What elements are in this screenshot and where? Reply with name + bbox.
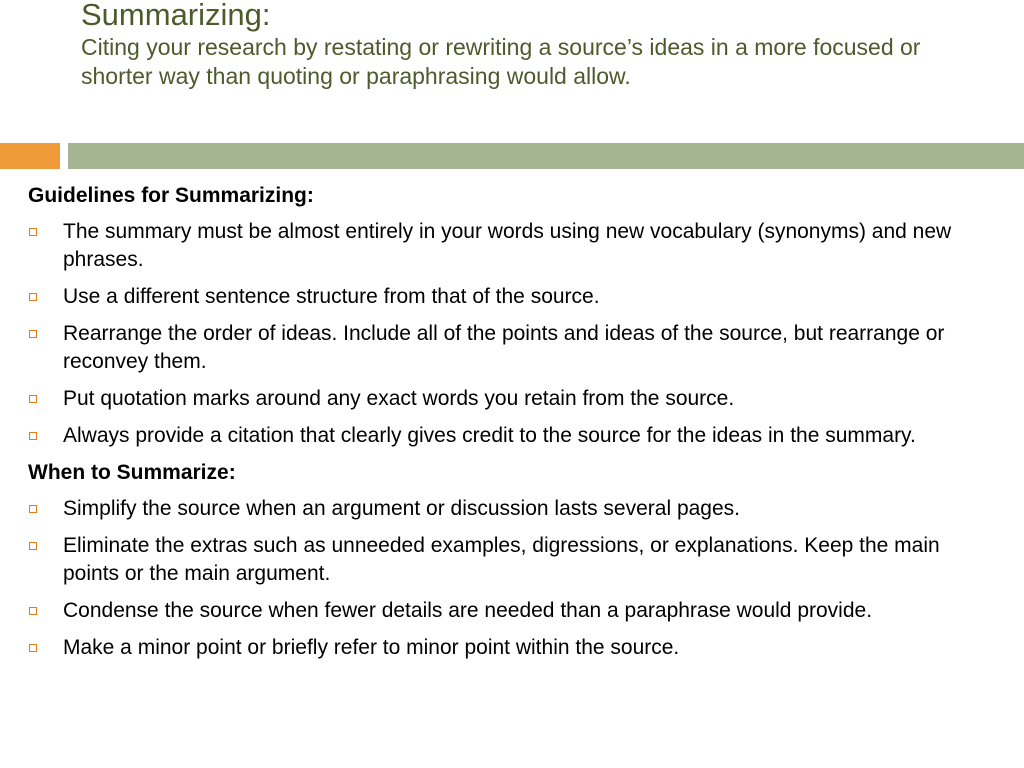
list-item-text: Eliminate the extras such as unneeded examples, digressions, or explanations. Keep the main points or the main argument. [63, 534, 940, 585]
list-item-text: Simplify the source when an argument or discussion lasts several pages. [63, 497, 741, 520]
list-item-text: Condense the source when fewer details are needed than a paraphrase would provide. [63, 599, 873, 622]
square-bullet-icon [29, 505, 37, 513]
square-bullet-icon [29, 432, 37, 440]
list-item-text: Use a different sentence structure from that of the source. [63, 285, 600, 308]
list-item [28, 320, 988, 376]
square-bullet-icon [29, 228, 37, 236]
square-bullet-icon [29, 330, 37, 338]
list-item [28, 283, 988, 311]
list-item-text: Always provide a citation that clearly gives credit to the source for the ideas in the summary. [63, 424, 916, 447]
list-item-text: Make a minor point or briefly refer to minor point within the source. [63, 636, 680, 659]
section-heading-guidelines: Guidelines for Summarizing: [28, 184, 314, 207]
list-item [28, 422, 988, 450]
section-heading-when: When to Summarize: [28, 461, 236, 484]
square-bullet-icon [29, 542, 37, 550]
list-item [28, 385, 988, 413]
square-bullet-icon [29, 395, 37, 403]
accent-bar-orange [0, 143, 60, 169]
list-item-text: Put quotation marks around any exact words you retain from the source. [63, 387, 735, 410]
list-item [28, 218, 988, 274]
slide-body [28, 182, 988, 671]
square-bullet-icon [29, 293, 37, 301]
list-item-text: The summary must be almost entirely in your words using new vocabulary (synonyms) and new phrases. [63, 220, 952, 271]
square-bullet-icon [29, 644, 37, 652]
slide-title: Summarizing: [81, 0, 271, 32]
title-block [81, 0, 981, 92]
list-item-text: Rearrange the order of ideas. Include all of the points and ideas of the source, but rearrange or reconvey them. [63, 322, 945, 373]
list-item [28, 597, 988, 625]
accent-bar-green [68, 143, 1024, 169]
list-item [28, 634, 988, 662]
slide-subtitle: Citing your research by restating or rewriting a source’s ideas in a more focused or shorter way than quoting or paraphrasing would allow. [81, 34, 921, 89]
square-bullet-icon [29, 607, 37, 615]
list-item [28, 495, 988, 523]
list-item [28, 532, 988, 588]
